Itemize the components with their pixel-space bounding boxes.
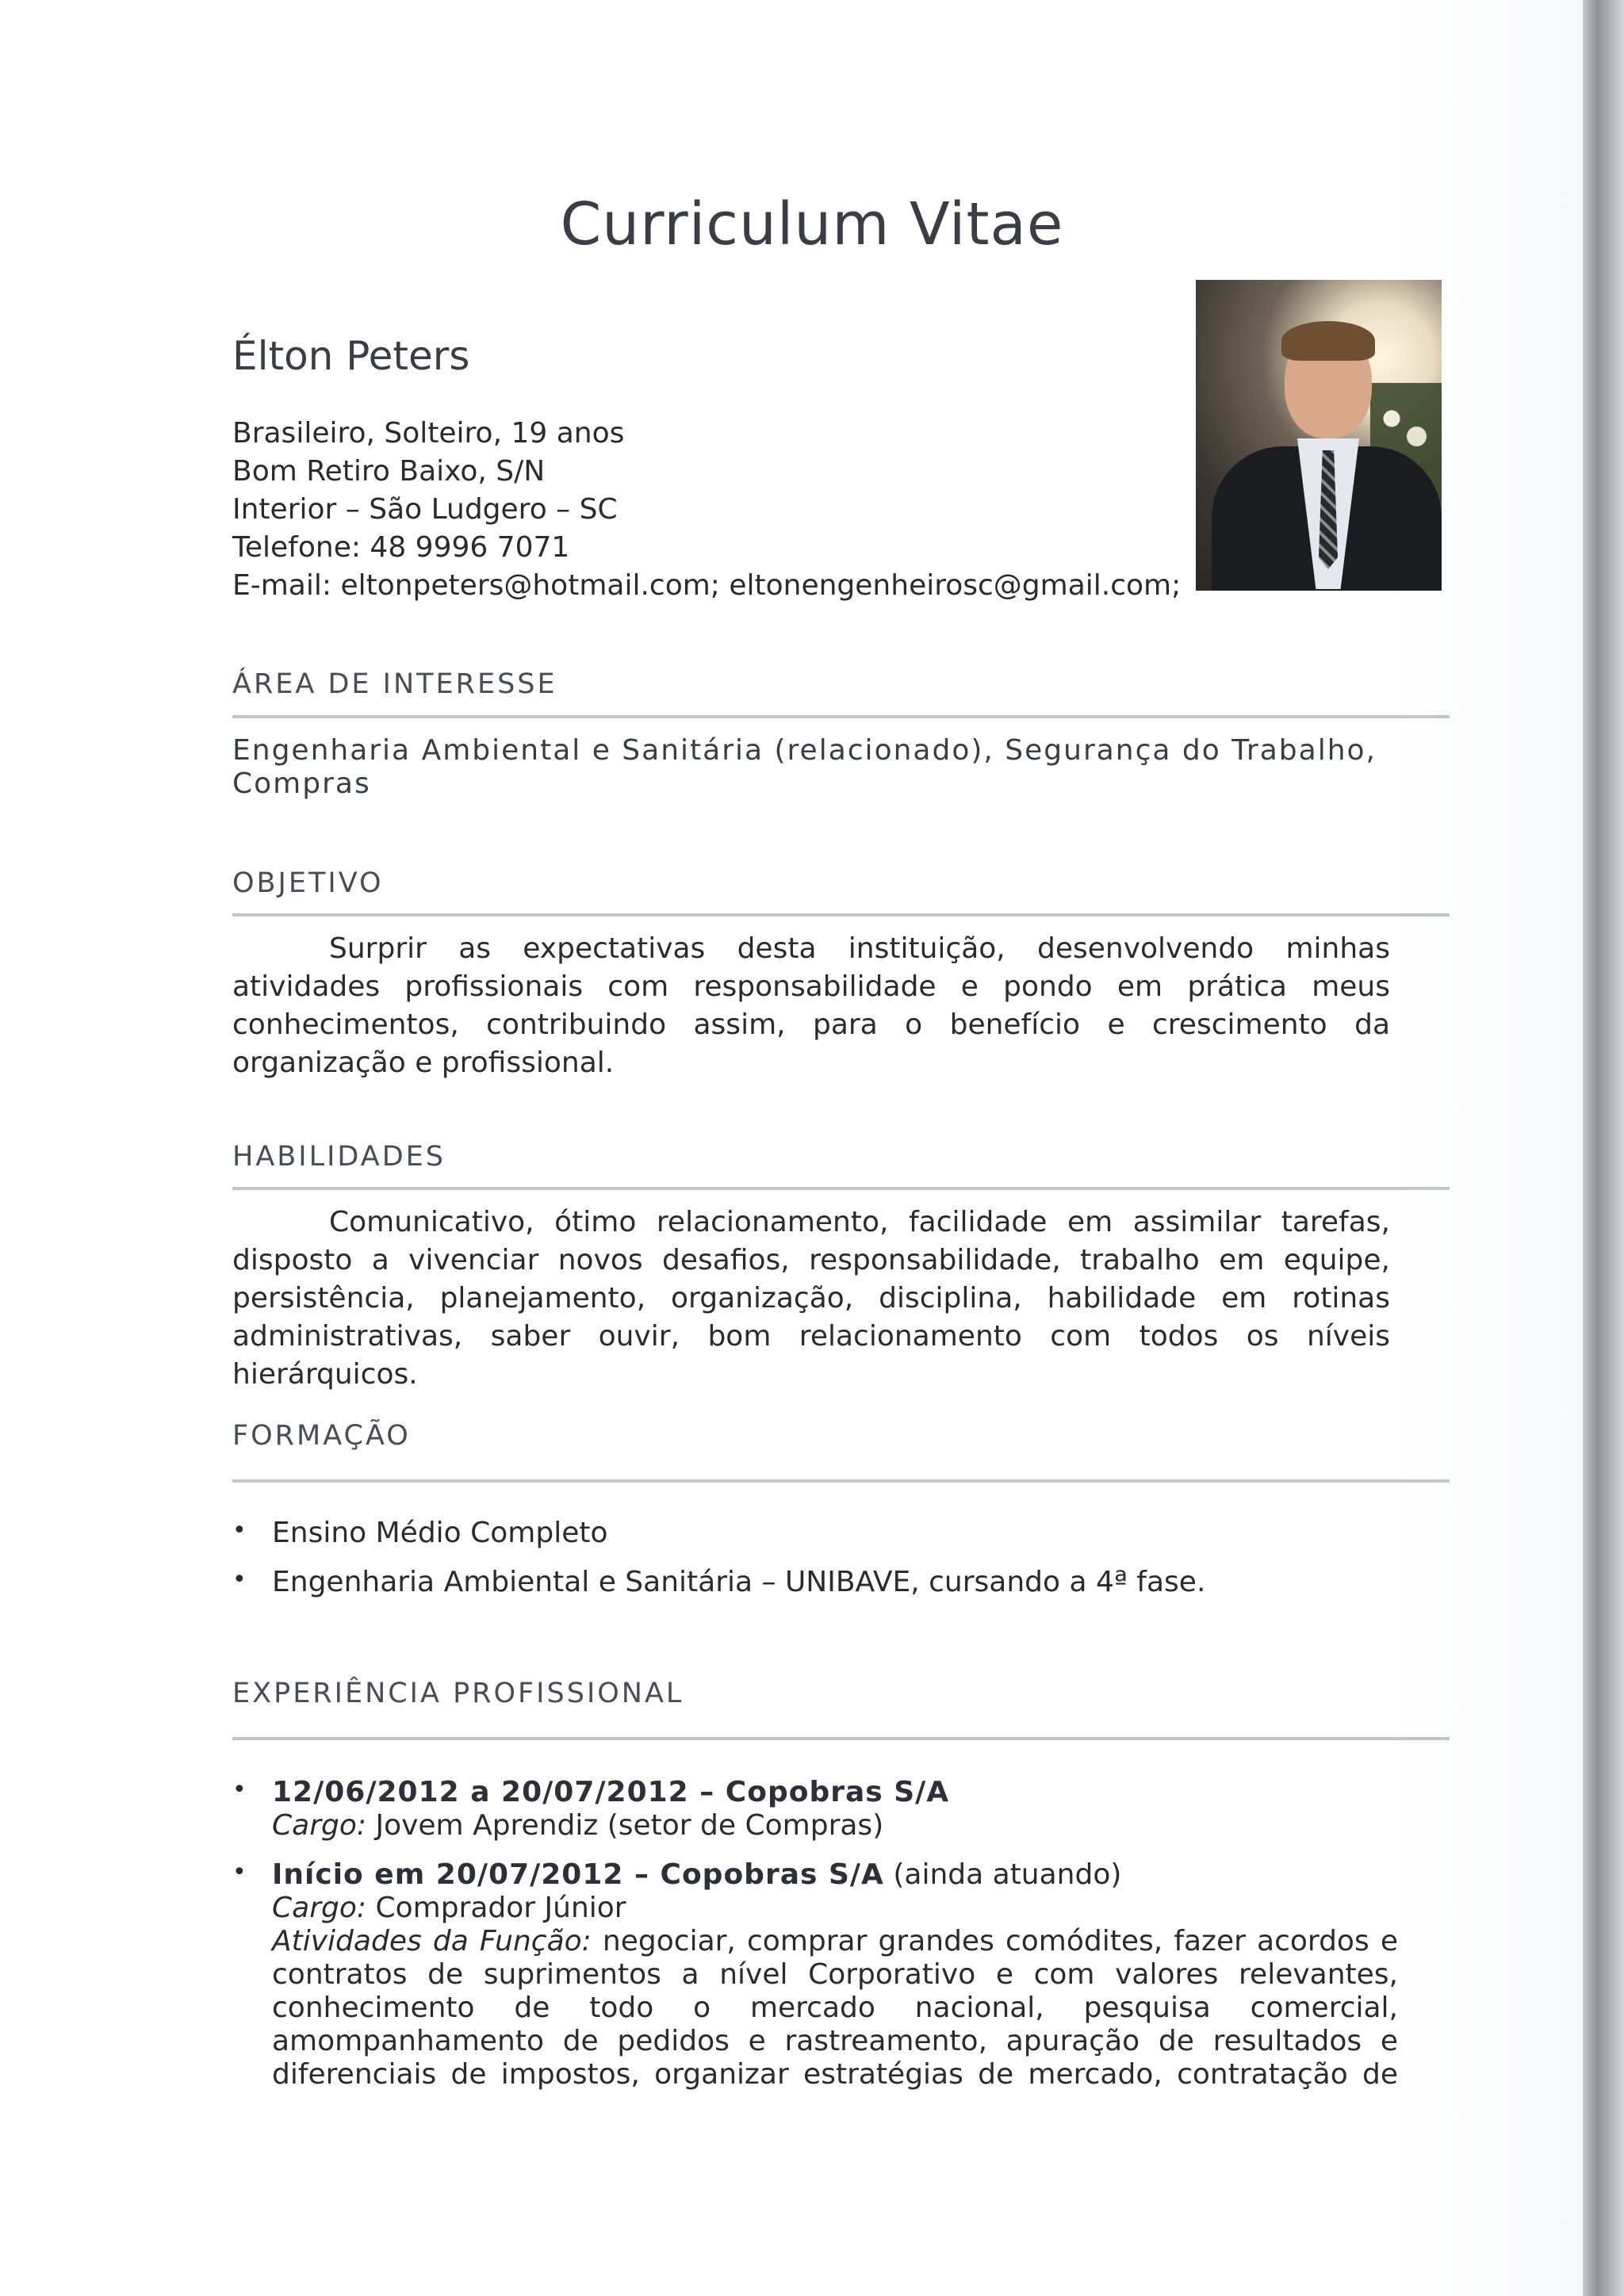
atividades-line: amompanhamento de pedidos e rastreamento, apuração de resultados e <box>272 2025 1398 2057</box>
atividades-line: diferenciais de impostos, organizar estratégias de mercado, contratação de <box>272 2058 1398 2091</box>
cargo-value: Comprador Júnior <box>366 1892 626 1924</box>
experiencia-list <box>232 1776 1398 2091</box>
page-title: Curriculum Vitae <box>560 190 1064 258</box>
list-item <box>232 1776 1398 1843</box>
list-item <box>232 1566 1398 1598</box>
bullet-icon: • <box>232 1517 247 1544</box>
list-item <box>232 1517 1398 1566</box>
section-divider <box>232 913 1450 916</box>
job-status: (ainda atuando) <box>883 1858 1122 1891</box>
cargo-value: Jovem Aprendiz (setor de Compras) <box>366 1809 884 1842</box>
section-heading-area: ÁREA DE INTERESSE <box>232 668 557 700</box>
photo-hair <box>1281 321 1375 361</box>
atividades-line: conhecimento de todo o mercado nacional, pesquisa comercial, <box>272 1992 1398 2024</box>
section-heading-formacao: FORMAÇÃO <box>232 1420 411 1452</box>
atividades-label: Atividades da Função: <box>272 1925 592 1957</box>
info-line: Bom Retiro Baixo, S/N <box>232 455 546 488</box>
job-title: Início em 20/07/2012 – Copobras S/A <box>272 1858 884 1891</box>
bullet-icon: • <box>232 1776 247 1804</box>
atividades-line: negociar, comprar grandes comódites, fazer acordos e <box>591 1925 1399 1957</box>
profile-photo <box>1196 280 1442 591</box>
section-heading-habilidades: HABILIDADES <box>232 1141 446 1173</box>
list-item <box>232 1858 1398 2091</box>
habilidades-paragraph: Comunicativo, ótimo relacionamento, facilidade em assimilar tarefas, disposto a vivenciar novos desafios, responsabilidade, trabalho em equipe, persistência, planejamento, organização, disciplina, habilidade em rotinas administrativas, saber ouvir, bom relacionamento com todos os níveis hierárquicos. <box>232 1206 1390 1391</box>
info-line: Brasileiro, Solteiro, 19 anos <box>232 417 625 450</box>
info-line: Interior – São Ludgero – SC <box>232 493 618 526</box>
habilidades-text <box>232 1203 1390 1394</box>
section-divider <box>232 1479 1450 1483</box>
info-line: E-mail: eltonpeters@hotmail.com; eltonengenheirosc@gmail.com; <box>232 569 1182 602</box>
objetivo-paragraph: Surprir as expectativas desta instituição, desenvolvendo minhas atividades profissionais com responsabilidade e pondo em prática meus conhecimentos, contribuindo assim, para o benefício e crescimento da organização e profissional. <box>232 932 1390 1079</box>
bullet-icon: • <box>232 1566 247 1594</box>
bullet-icon: • <box>232 1858 247 1886</box>
section-divider <box>232 1187 1450 1190</box>
section-heading-experiencia: EXPERIÊNCIA PROFISSIONAL <box>232 1678 684 1709</box>
personal-info <box>232 415 1181 605</box>
candidate-name: Élton Peters <box>232 333 470 379</box>
formacao-item-text: Ensino Médio Completo <box>272 1517 608 1549</box>
section-divider <box>232 1737 1450 1740</box>
info-line: Telefone: 48 9996 7071 <box>232 531 570 564</box>
atividades-line: contratos de suprimentos a nível Corporativo e com valores relevantes, <box>272 1958 1398 1991</box>
objetivo-text <box>232 930 1390 1082</box>
job-title: 12/06/2012 a 20/07/2012 – Copobras S/A <box>272 1776 950 1808</box>
section-divider <box>232 715 1450 718</box>
area-text: Engenharia Ambiental e Sanitária (relacionado), Segurança do Trabalho, Compras <box>232 734 1377 800</box>
page-edge-shadow <box>1583 0 1624 2296</box>
cargo-label: Cargo: <box>272 1809 367 1842</box>
section-heading-objetivo: OBJETIVO <box>232 867 384 899</box>
formacao-list <box>232 1517 1398 1598</box>
formacao-item-text: Engenharia Ambiental e Sanitária – UNIBAVE, cursando a 4ª fase. <box>272 1566 1206 1598</box>
cargo-label: Cargo: <box>272 1892 367 1924</box>
